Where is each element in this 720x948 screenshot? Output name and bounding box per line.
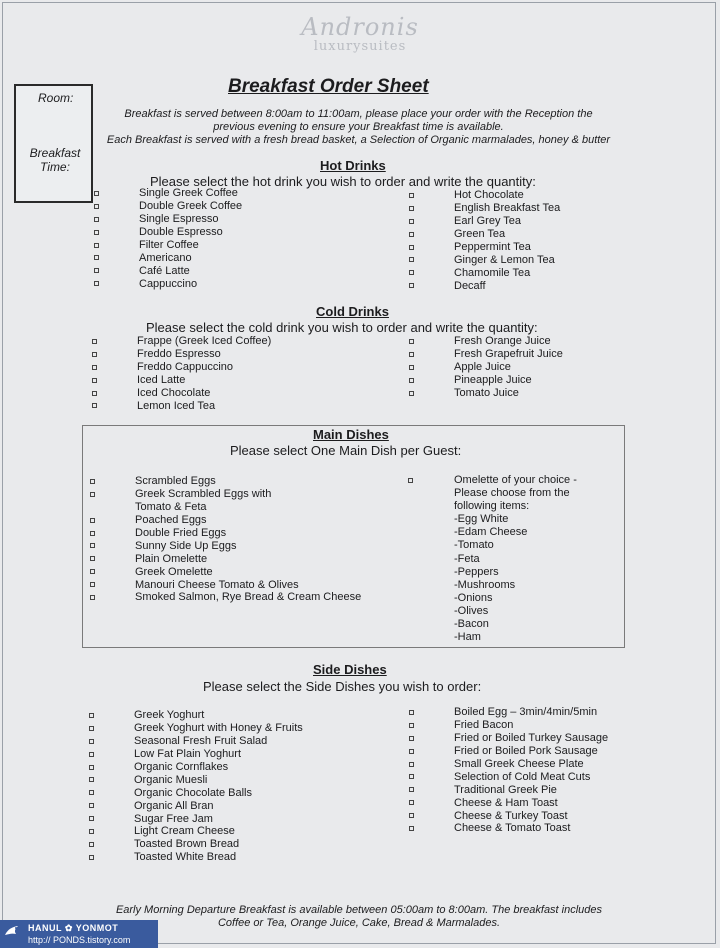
menu-item[interactable] [89,773,303,786]
checkbox-icon[interactable] [409,219,414,224]
menu-item[interactable] [409,822,608,835]
cold-drinks-right-column [409,335,563,399]
menu-item-label: Cheese & Ham Toast [454,796,558,809]
menu-item-label: Chamomile Tea [454,266,531,279]
menu-item-label: Sugar Free Jam [134,812,213,825]
logo-name: Andronis [301,13,419,41]
checkbox-icon[interactable] [409,736,414,741]
menu-item-label: Manouri Cheese Tomato & Olives [135,578,299,591]
menu-item[interactable] [89,799,303,812]
menu-item-label: Decaff [454,279,486,292]
omelette-line: Omelette of your choice - [454,474,577,486]
menu-item[interactable] [90,514,361,527]
omelette-line: -Mushrooms [454,578,516,591]
intro-line: previous evening to ensure your Breakfast time is available. [213,121,504,133]
omelette-line: -Onions [454,591,493,604]
hot-drinks-right-column [409,189,560,292]
menu-item[interactable] [409,758,608,771]
menu-item-label: Pineapple Juice [454,374,532,387]
menu-item[interactable] [94,213,242,226]
menu-item-label: Iced Latte [137,374,186,387]
menu-item[interactable] [409,202,560,215]
menu-item-label: Smoked Salmon, Rye Bread & Cream Cheese [135,591,362,604]
checkbox-icon[interactable] [94,204,99,209]
menu-item-label: Iced Chocolate [137,387,211,399]
cold-drinks-subtitle: Please select the cold drink you wish to order and write the quantity: [146,320,538,335]
menu-item[interactable] [90,527,361,540]
menu-item-label: Filter Coffee [139,239,199,251]
intro-line: Each Breakfast is served with a fresh bread basket, a Selection of Organic marmalades, honey & butter [106,134,611,146]
menu-item-label: Earl Grey Tea [454,215,522,228]
logo-subtitle: luxurysuites [313,39,407,54]
menu-item-label: Fresh Grapefruit Juice [454,348,563,361]
menu-item[interactable] [89,761,303,774]
checkbox-icon[interactable] [409,723,414,728]
room-label: Room: [38,91,74,105]
checkbox-icon[interactable] [89,829,94,834]
menu-item-label: Tomato & Feta [135,501,207,514]
checkbox-icon[interactable] [94,243,99,248]
omelette-line: -Edam Cheese [454,526,528,539]
checkbox-icon[interactable] [409,813,414,818]
checkbox-icon[interactable] [409,283,414,288]
menu-item[interactable] [409,745,608,758]
menu-item[interactable] [409,253,560,266]
checkbox-icon[interactable] [89,752,94,757]
main-dishes-title: Main Dishes [313,427,389,442]
menu-item[interactable] [409,279,560,292]
menu-item-label: Cheese & Turkey Toast [454,809,568,822]
checkbox-icon[interactable] [94,281,99,286]
menu-item[interactable] [94,187,242,200]
menu-item[interactable] [92,348,271,361]
hot-drinks-subtitle: Please select the hot drink you wish to order and write the quantity: [150,174,536,189]
checkbox-icon[interactable] [92,339,97,344]
menu-item-label: Boiled Egg – 3min/4min/5min [454,706,598,719]
menu-item-label: Organic Cornflakes [134,761,229,773]
side-dishes-subtitle: Please select the Side Dishes you wish to order: [203,679,482,694]
menu-item[interactable] [409,348,563,361]
menu-item[interactable] [409,732,608,745]
menu-item-label: Plain Omelette [135,552,208,565]
menu-item[interactable] [90,578,361,591]
checkbox-icon[interactable] [90,543,95,548]
menu-item-label: English Breakfast Tea [454,202,561,215]
room-time-box[interactable] [14,84,93,203]
checkbox-icon[interactable] [90,518,95,523]
menu-item-label: Greek Yoghurt [134,709,205,722]
menu-item[interactable] [90,475,361,488]
menu-item[interactable] [89,786,303,799]
menu-item[interactable] [89,735,303,748]
menu-item-label: Greek Omelette [135,565,213,578]
menu-item-label: Double Fried Eggs [135,527,227,539]
menu-item[interactable] [409,719,608,732]
menu-item-label: Organic Chocolate Balls [134,786,253,799]
checkbox-icon[interactable] [409,391,414,396]
checkbox-icon[interactable] [89,765,94,770]
omelette-line: -Bacon [454,618,489,631]
checkbox-icon[interactable] [409,774,414,779]
menu-item[interactable] [92,374,271,387]
omelette-line: -Egg White [454,513,509,526]
menu-item-label: Small Greek Cheese Plate [454,758,584,770]
side-dishes-right-column [409,706,608,835]
menu-item[interactable] [94,226,242,239]
menu-item[interactable] [89,748,303,761]
menu-item-label: Freddo Espresso [137,348,221,361]
menu-item-label: Café Latte [139,264,190,277]
watermark-line: HANUL ✿ YONMOT [28,923,119,933]
menu-item-label: Seasonal Fresh Fruit Salad [134,735,268,748]
checkbox-icon[interactable] [90,556,95,561]
checkbox-icon[interactable] [408,478,413,483]
menu-item[interactable] [409,335,563,348]
menu-item-label: Toasted Brown Bread [134,838,240,851]
omelette-line: -Olives [454,604,489,617]
menu-item[interactable] [90,591,361,604]
menu-item[interactable] [89,838,303,851]
checkbox-icon[interactable] [92,391,97,396]
menu-item[interactable] [409,228,560,241]
menu-item-label: Cheese & Tomato Toast [454,822,571,835]
footer-line: Early Morning Departure Breakfast is available between 05:00am to 8:00am. The breakfast includes [115,904,603,916]
checkbox-icon[interactable] [89,790,94,795]
omelette-line: -Ham [454,631,481,644]
menu-item-label: Light Cream Cheese [134,825,235,838]
menu-item-label: Tomato Juice [454,387,519,399]
menu-item-label: Traditional Greek Pie [454,783,557,796]
menu-item-label: Green Tea [454,228,506,241]
menu-item-label: Double Greek Coffee [139,200,243,213]
checkbox-icon[interactable] [409,749,414,754]
menu-item-label: Americano [139,251,192,264]
menu-item-continuation [90,501,361,514]
checkbox-icon[interactable] [89,855,94,860]
omelette-line: following items: [454,500,530,513]
menu-item[interactable] [89,709,303,722]
checkbox-icon[interactable] [409,245,414,250]
menu-item[interactable] [94,239,242,252]
menu-item[interactable] [409,189,560,202]
main-dishes-left-column [90,475,361,604]
menu-item[interactable] [409,706,608,719]
page-title: Breakfast Order Sheet [228,76,429,97]
checkbox-icon[interactable] [90,595,95,600]
side-dishes-title: Side Dishes [313,662,387,677]
intro-text [96,108,621,147]
checkbox-icon[interactable] [409,352,414,357]
main-dishes-subtitle: Please select One Main Dish per Guest: [230,443,462,458]
menu-item[interactable] [409,241,560,254]
checkbox-icon[interactable] [89,777,94,782]
checkbox-icon[interactable] [409,193,414,198]
checkbox-icon[interactable] [409,378,414,383]
watermark [0,920,158,948]
omelette-text [454,474,577,644]
menu-item[interactable] [94,264,242,277]
menu-item[interactable] [92,399,271,412]
menu-item[interactable] [409,361,563,374]
checkbox-icon[interactable] [409,257,414,262]
checkbox-icon[interactable] [89,739,94,744]
menu-item-label: Organic Muesli [134,773,208,786]
menu-item[interactable] [409,809,608,822]
menu-item[interactable] [94,277,242,290]
menu-item-label: Greek Scrambled Eggs with [135,488,272,501]
checkbox-icon[interactable] [89,803,94,808]
menu-item[interactable] [94,200,242,213]
watermark-link[interactable]: http:// PONDS.tistory.com [28,935,131,945]
checkbox-icon[interactable] [409,365,414,370]
menu-item-label: Peppermint Tea [454,241,531,253]
bird-icon [3,923,21,941]
checkbox-icon[interactable] [409,232,414,237]
menu-item[interactable] [92,361,271,374]
checkbox-icon[interactable] [89,713,94,718]
menu-item[interactable] [90,565,361,578]
menu-item-label: Single Espresso [139,213,219,226]
menu-item[interactable] [89,812,303,825]
menu-item[interactable] [409,796,608,809]
checkbox-icon[interactable] [92,365,97,370]
cold-drinks-left-column [92,335,271,412]
hot-drinks-left-column [94,187,242,290]
footer-note [94,904,624,930]
checkbox-icon[interactable] [90,479,95,484]
checkbox-icon[interactable] [409,206,414,211]
cold-drinks-title: Cold Drinks [316,304,389,319]
checkbox-icon[interactable] [409,826,414,831]
checkbox-icon[interactable] [94,217,99,222]
menu-item-label: Fresh Orange Juice [454,335,551,348]
menu-item-label: Freddo Cappuccino [137,361,234,374]
omelette-line: -Peppers [454,565,499,578]
menu-item-label: Fried or Boiled Pork Sausage [454,745,598,758]
menu-item[interactable] [92,387,271,400]
checkbox-icon[interactable] [409,270,414,275]
menu-item[interactable] [409,374,563,387]
checkbox-icon[interactable] [90,582,95,587]
checkbox-icon[interactable] [92,352,97,357]
checkbox-icon[interactable] [409,339,414,344]
menu-item[interactable] [90,552,361,565]
menu-item-label: Low Fat Plain Yoghurt [134,748,242,761]
menu-item-label: Greek Yoghurt with Honey & Fruits [134,722,303,735]
menu-item[interactable] [89,722,303,735]
checkbox-icon[interactable] [89,842,94,847]
checkbox-icon[interactable] [409,800,414,805]
footer-line: Coffee or Tea, Orange Juice, Cake, Bread & Marmalades. [217,917,501,929]
checkbox-icon[interactable] [89,726,94,731]
menu-item-label: Single Greek Coffee [139,187,238,200]
menu-item-label: Sunny Side Up Eggs [135,539,237,552]
menu-item-label: Lemon Iced Tea [137,399,216,412]
menu-item-label: Ginger & Lemon Tea [454,253,555,266]
menu-item-label: Poached Eggs [135,514,207,527]
intro-line: Breakfast is served between 8:00am to 11:00am, please place your order with the Reception the [124,108,593,120]
menu-item-label: Selection of Cold Meat Cuts [454,770,591,783]
menu-item[interactable] [89,851,303,864]
checkbox-icon[interactable] [94,255,99,260]
checkbox-icon[interactable] [92,403,97,408]
menu-item-label: Apple Juice [454,361,511,374]
menu-item[interactable] [409,387,563,400]
checkbox-icon[interactable] [94,268,99,273]
menu-item-label: Scrambled Eggs [135,475,216,488]
menu-item-label: Double Espresso [139,226,223,239]
menu-item[interactable] [94,251,242,264]
checkbox-icon[interactable] [90,531,95,536]
menu-item-label: Organic All Bran [134,799,214,812]
omelette-line: -Feta [454,552,480,565]
breakfast-time-label: Breakfast Time: [29,146,81,174]
checkbox-icon[interactable] [94,191,99,196]
menu-item[interactable] [409,770,608,783]
menu-item[interactable] [92,335,271,348]
checkbox-icon[interactable] [409,710,414,715]
checkbox-icon[interactable] [94,230,99,235]
menu-item[interactable] [409,215,560,228]
side-dishes-left-column [89,709,303,864]
checkbox-icon[interactable] [409,762,414,767]
hot-drinks-title: Hot Drinks [320,158,386,173]
checkbox-icon[interactable] [92,378,97,383]
menu-item[interactable] [90,539,361,552]
checkbox-icon[interactable] [90,569,95,574]
menu-item-label: Fried or Boiled Turkey Sausage [454,732,609,745]
hotel-logo [280,14,440,54]
menu-item[interactable] [409,266,560,279]
menu-item-label: Hot Chocolate [454,189,524,202]
checkbox-icon[interactable] [89,816,94,821]
menu-item-label: Fried Bacon [454,719,514,732]
menu-item[interactable] [89,825,303,838]
omelette-line: Please choose from the [454,487,570,500]
checkbox-icon[interactable] [409,787,414,792]
menu-item[interactable] [90,488,361,501]
checkbox-icon[interactable] [90,492,95,497]
menu-item-label: Frappe (Greek Iced Coffee) [137,335,272,348]
omelette-line: -Tomato [454,539,494,552]
menu-item-label: Cappuccino [139,277,198,290]
menu-item[interactable] [409,783,608,796]
menu-item-label: Toasted White Bread [134,851,237,864]
